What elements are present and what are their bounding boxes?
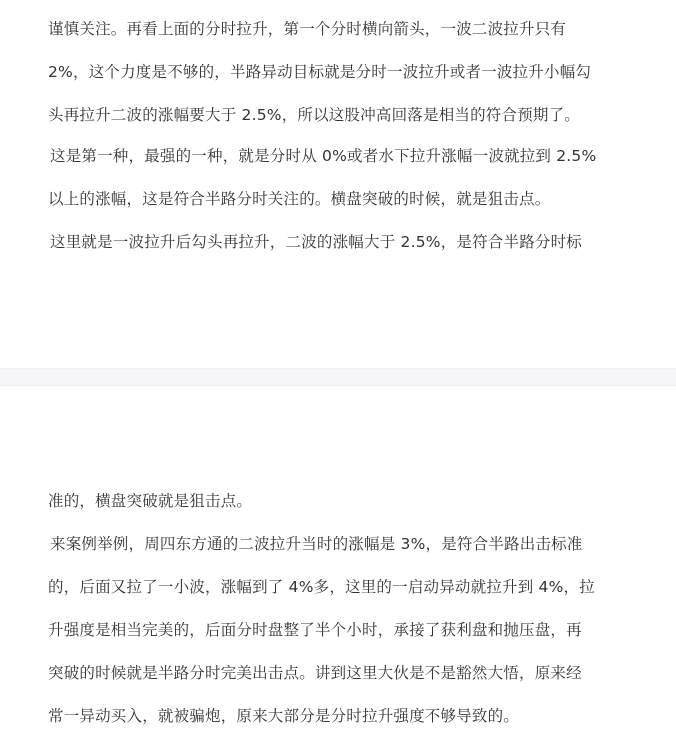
paragraph-line: 这是第一种，最强的一种，就是分时从 0%或者水下拉升涨幅一波就拉到 2.5% [50, 147, 597, 165]
paragraph-line: 的，后面又拉了一小波，涨幅到了 4%多，这里的一启动异动就拉升到 4%，拉 [48, 578, 595, 596]
paragraph-line: 以上的涨幅，这是符合半路分时关注的。横盘突破的时候，就是狙击点。 [48, 190, 551, 208]
paragraph-line: 突破的时候就是半路分时完美出击点。讲到这里大伙是不是豁然大悟，原来经 [48, 664, 582, 682]
paragraph-line: 来案例举例，周四东方通的二波拉升当时的涨幅是 3%，是符合半路出击标准 [50, 535, 583, 553]
paragraph-line: 谨慎关注。再看上面的分时拉升，第一个分时横向箭头，一波二波拉升只有 [48, 20, 567, 38]
paragraph-line: 升强度是相当完美的，后面分时盘整了半个小时，承接了获利盘和抛压盘，再 [48, 621, 582, 639]
paragraph-line: 常一异动买入，就被骗炮，原来大部分是分时拉升强度不够导致的。 [48, 707, 520, 725]
paragraph-line: 头再拉升二波的涨幅要大于 2.5%，所以这股冲高回落是相当的符合预期了。 [48, 106, 581, 124]
document-page-top [0, 0, 676, 368]
paragraph-line: 这里就是一波拉升后勾头再拉升，二波的涨幅大于 2.5%，是符合半路分时标 [50, 233, 583, 251]
paragraph-line: 2%，这个力度是不够的，半路异动目标就是分时一波拉升或者一波拉升小幅勾 [48, 63, 592, 81]
paragraph-line: 准的，横盘突破就是狙击点。 [48, 492, 253, 510]
document-page-bottom [0, 386, 676, 745]
page-separator [0, 368, 676, 386]
